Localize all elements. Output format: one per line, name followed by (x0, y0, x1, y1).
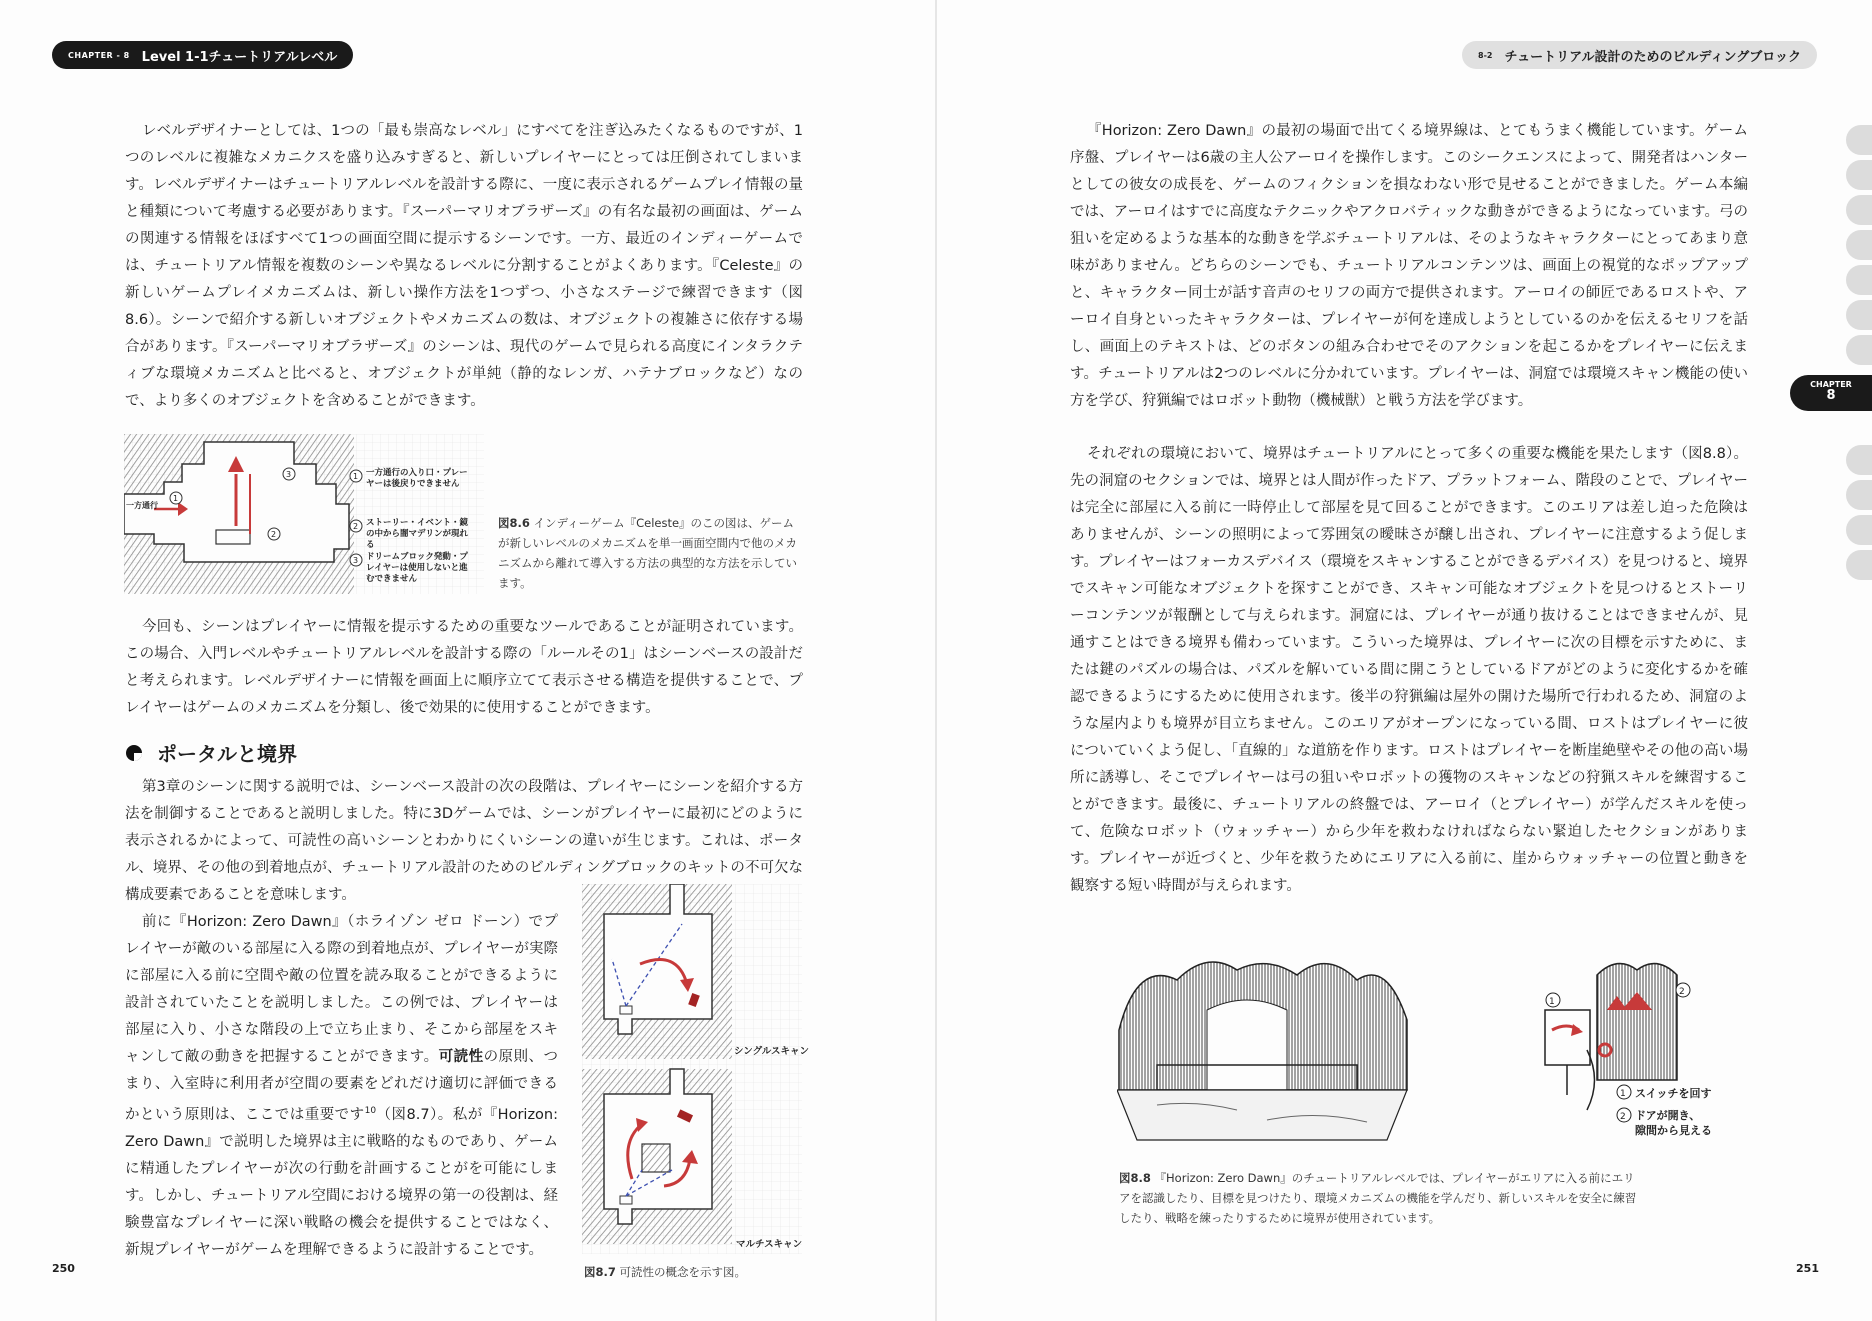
footnote-ref-10: 10 (364, 1106, 377, 1116)
fig88-label-switch: スイッチを回す (1635, 1087, 1712, 1100)
thumb-tab-7 (1846, 335, 1872, 365)
figure-8-8-caption-text: 『Horizon: Zero Dawn』のチュートリアルレベルでは、プレイヤーがエリアに入る前にエリアを認識したり、目標を見つけたり、環境メカニズムの機能を学んだり、新しいスキルを安全に練習したり、戦略を練ったりするために境界が使用されています。 (1119, 1171, 1637, 1225)
section-bullet-icon (125, 744, 143, 762)
thumb-tab-9 (1846, 480, 1872, 510)
thumb-tab-11 (1846, 550, 1872, 580)
chapter-tab-label: CHAPTER (1810, 380, 1852, 389)
paragraph-4-term-legibility: 可読性 (438, 1049, 484, 1065)
fig86-marker-3: 3 (286, 470, 292, 479)
thumb-tab-4 (1846, 230, 1872, 260)
paragraph-4-part-1: 前に『Horizon: Zero Dawn』（ホライゾン ゼロ ドーン）でプレイヤーが敵のいる部屋に入る際の到着地点が、プレイヤーが実際に部屋に入る前に空間や敵の位置を読み取ることができるように設計されていたことを説明しました。この例では、プレイヤーは部屋に入り、小さな階段の上で立ち止まり、そこから部屋をスキャンして敵の動きを把握することができます。 (125, 914, 558, 1065)
fig86-marker-1: 1 (173, 494, 179, 503)
fig86-entry-label: 一方通行 (126, 501, 158, 510)
thumb-tab-3 (1846, 195, 1872, 225)
figure-8-7-number: 図8.7 (584, 1265, 616, 1279)
fig86-note-marker-2: 2 (353, 522, 359, 531)
figure-8-7-caption-text: 可読性の概念を示す図。 (619, 1265, 747, 1279)
fig88-marker-1: 1 (1549, 997, 1555, 1007)
header-section-number: 8-2 (1478, 50, 1493, 60)
page-number-left: 250 (52, 1262, 75, 1275)
paragraph-2: 今回も、シーンはプレイヤーに情報を提示するための重要なツールであることが証明されています。この場合、入門レベルやチュートリアルレベルを設計する際の「ルールその1」はシーンベースの設計だと考えられます。レベルデザイナーに情報を画面上に順序立てて表示させる構造を提供することで、プレイヤーはゲームのメカニズムを分類し、後で効果的に使用することができます。 (125, 619, 803, 716)
running-header-left (52, 41, 353, 69)
header-chapter-title: Level 1-1チュートリアルレベル (141, 49, 338, 65)
thumb-tab-6 (1846, 300, 1872, 330)
paragraph-1: レベルデザイナーとしては、1つの「最も崇高なレベル」にすべてを注ぎ込みたくなるものですが、1つのレベルに複雑なメカニクスを盛り込みすぎると、新しいプレイヤーにとっては圧倒されてしまいます。レベルデザイナーはチュートリアルレベルを設計する際に、一度に表示されるゲームプレイ情報の量と種類について考慮する必要があります。『スーパーマリオブラザーズ』の有名な最初の画面は、ゲームの関連する情報をほぼすべて1つの画面空間に提示するシーンです。一方、最近のインディーゲームでは、チュートリアル情報を複数のシーンや異なるレベルに分割することがよくあります。『Celeste』の新しいゲームプレイメカニズムは、新しい操作方法を1つずつ、小さなステージで練習できます（図8.6）。シーンで紹介する新しいオブジェクトやメカニズムの数は、オブジェクトの複雑さに依存する場合があります。『スーパーマリオブラザーズ』のシーンは、現代のゲームで見られる高度にインタラクティブな環境メカニズムと比べると、オブジェクトが単純（静的なレンガ、ハテナブロックなど）なので、より多くのオブジェクトを含めることができます。 (125, 123, 803, 409)
fig86-note-1: 一方通行の入り口・プレーヤーは後戻りできません (366, 468, 468, 489)
fig86-note-marker-3: 3 (353, 556, 359, 565)
fig88-marker-2: 2 (1679, 987, 1685, 997)
section-title: ポータルと境界 (157, 742, 297, 766)
fig88-label-door (1635, 1108, 1712, 1138)
figure-8-6-caption-text: インディーゲーム『Celeste』のこの図は、ゲームが新しいレベルのメカニズムを単一画面空間内で他のメカニズムから離れて導入する方法の典型的な方法を示しています。 (498, 516, 797, 590)
thumb-tab-10 (1846, 515, 1872, 545)
fig86-marker-2: 2 (271, 530, 277, 539)
fig87-label-single-scan: シングルスキャン (734, 1046, 810, 1057)
paragraph-4 (125, 909, 558, 1264)
paragraph-3: 第3章のシーンに関する説明では、シーンベース設計の次の段階は、プレイヤーにシーンを紹介する方法を制御することであると説明しました。特に3Dゲームでは、シーンがプレイヤーに最初にどのように表示されるかによって、可読性の高いシーンとわかりにくいシーンの違いが生じます。これは、ポータル、境界、その他の到着地点が、チュートリアル設計のためのビルディングブロックのキットの不可欠な構成要素であることを意味します。 (125, 779, 803, 903)
fig88-legend-marker-2: 2 (1620, 1112, 1626, 1122)
section-heading (125, 738, 297, 767)
paragraph-4-part-2: の原則、つまり、入室時に利用者が空間の要素をどれだけ適切に評価できるかという原則は、ここでは重要です (125, 1049, 559, 1123)
figure-8-7-caption (584, 1262, 804, 1282)
thumb-tab-5 (1846, 265, 1872, 295)
page-number-right: 251 (1796, 1262, 1819, 1275)
right-page (937, 0, 1872, 1321)
figure-8-6-caption (498, 513, 803, 593)
thumb-tab-2 (1846, 160, 1872, 190)
paragraph-r1: 『Horizon: Zero Dawn』の最初の場面で出てくる境界線は、とてもうまく機能しています。ゲーム序盤、プレイヤーは6歳の主人公アーロイを操作します。このシークエンスによって、開発者はハンターとしての彼女の成長を、ゲームのフィクションを損なわない形で見せることができました。ゲーム本編では、アーロイはすでに高度なテクニックやアクロバティックな動きができるようになっています。弓の狙いを定めるような基本的な動きを学ぶチュートリアルは、そのようなキャラクターにとってあまり意味がありません。どちらのシーンでも、チュートリアルコンテンツは、画面上の視覚的なポップアップと、キャラクター同士が話す音声のセリフの両方で提供されます。アーロイの師匠であるロストや、アーロイ自身といったキャラクターは、プレイヤーが何を達成しようとしているのかを伝えるセリフを話し、画面上のテキストは、どのボタンの組み合わせでそのアクションを起こるかをプレイヤーに伝えます。チュートリアルは2つのレベルに分かれています。プレイヤーは、洞窟では環境スキャン機能の使い方を学び、狩猟編ではロボット動物（機械獣）と戦う方法を学びます。 (1070, 123, 1748, 409)
header-section-title: チュートリアル設計のためのビルディングブロック (1504, 49, 1801, 65)
thumb-tab-8 (1846, 445, 1872, 475)
running-header-right (1462, 41, 1817, 69)
fig88-label-door-line2: 隙間から見える (1635, 1124, 1712, 1137)
chapter-thumb-tab (1790, 375, 1872, 411)
figure-8-8-number: 図8.8 (1119, 1171, 1151, 1185)
header-chapter-label: CHAPTER - 8 (68, 50, 130, 60)
chapter-tab-number: 8 (1826, 388, 1836, 403)
fig87-label-multi-scan: マルチスキャン (736, 1239, 803, 1250)
fig86-note-2: ストーリー・イベント・鏡の中から闇マデリンが現れる (366, 518, 469, 550)
fig86-note-marker-1: 1 (353, 472, 359, 481)
figure-8-7-legibility-sketch (582, 884, 802, 1254)
fig86-note-3: ドリームブロック発動・プレイヤーは使用しないと進むできません (366, 552, 468, 584)
paragraph-4-part-3: （図8.7）。私が『Horizon: Zero Dawn』で説明した境界は主に戦略的なものであり、ゲームに精通したプレイヤーが次の行動を計画することがを可能にします。しかし、チュートリアル空間における境界の第一の役割は、経験豊富なプレイヤーに深い戦略の機会を提供することではなく、新規プレイヤーがゲームを理解できるように設計することです。 (125, 1106, 558, 1258)
thumb-tab-1 (1846, 125, 1872, 155)
left-page (0, 0, 935, 1321)
fig88-legend-marker-1: 1 (1620, 1089, 1626, 1099)
fig88-label-door-line1: ドアが開き、 (1635, 1109, 1701, 1122)
paragraph-r2: それぞれの環境において、境界はチュートリアルにとって多くの重要な機能を果たします（図8.8）。先の洞窟のセクションでは、境界とは人間が作ったドア、プラットフォーム、階段のことで、プレイヤーは完全に部屋に入る前に一時停止して部屋を見て回ることができます。このエリアは差し迫った危険はありませんが、シーンの照明によって雰囲気の曖昧さが醸し出され、プレイヤーに注意するよう促します。プレイヤーはフォーカスデバイス（環境をスキャンすることができるデバイス）を見つけると、境界でスキャン可能なオブジェクトを探すことができ、スキャン可能なオブジェクトを見つけるとストーリーコンテンツが報酬として与えられます。洞窟には、プレイヤーが通り抜けることはできませんが、見通すことはできる境界も備わっています。こういった境界は、プレイヤーに次の目標を示すために、または鍵のパズルの場合は、パズルを解いている間に開こうとしているドアがどのように変化するかを確認できるようにするために使用されます。後半の狩猟編は屋外の開けた場所で行われるため、洞窟のような屋内よりも境界が目立ちません。このエリアがオープンになっている間、ロストはプレイヤーに彼についていくよう促し、「直線的」な道筋を作ります。ロストはプレイヤーを断崖絶壁やその他の高い場所に誘導し、そこでプレイヤーは弓の狙いやロボットの獲物のスキャンなどの狩猟スキルを練習することができます。最後に、チュートリアルの終盤では、アーロイ（とプレイヤー）が学んだスキルを使って、危険なロボット（ウォッチャー）から少年を救わなければならない緊迫したセクションがあります。プレイヤーが近づくと、少年を救うためにエリアに入る前に、崖からウォッチャーの位置と動きを観察する短い時間が与えられます。 (1070, 446, 1748, 894)
figure-8-8-caption (1119, 1168, 1644, 1228)
figure-8-6-number: 図8.6 (498, 516, 530, 530)
